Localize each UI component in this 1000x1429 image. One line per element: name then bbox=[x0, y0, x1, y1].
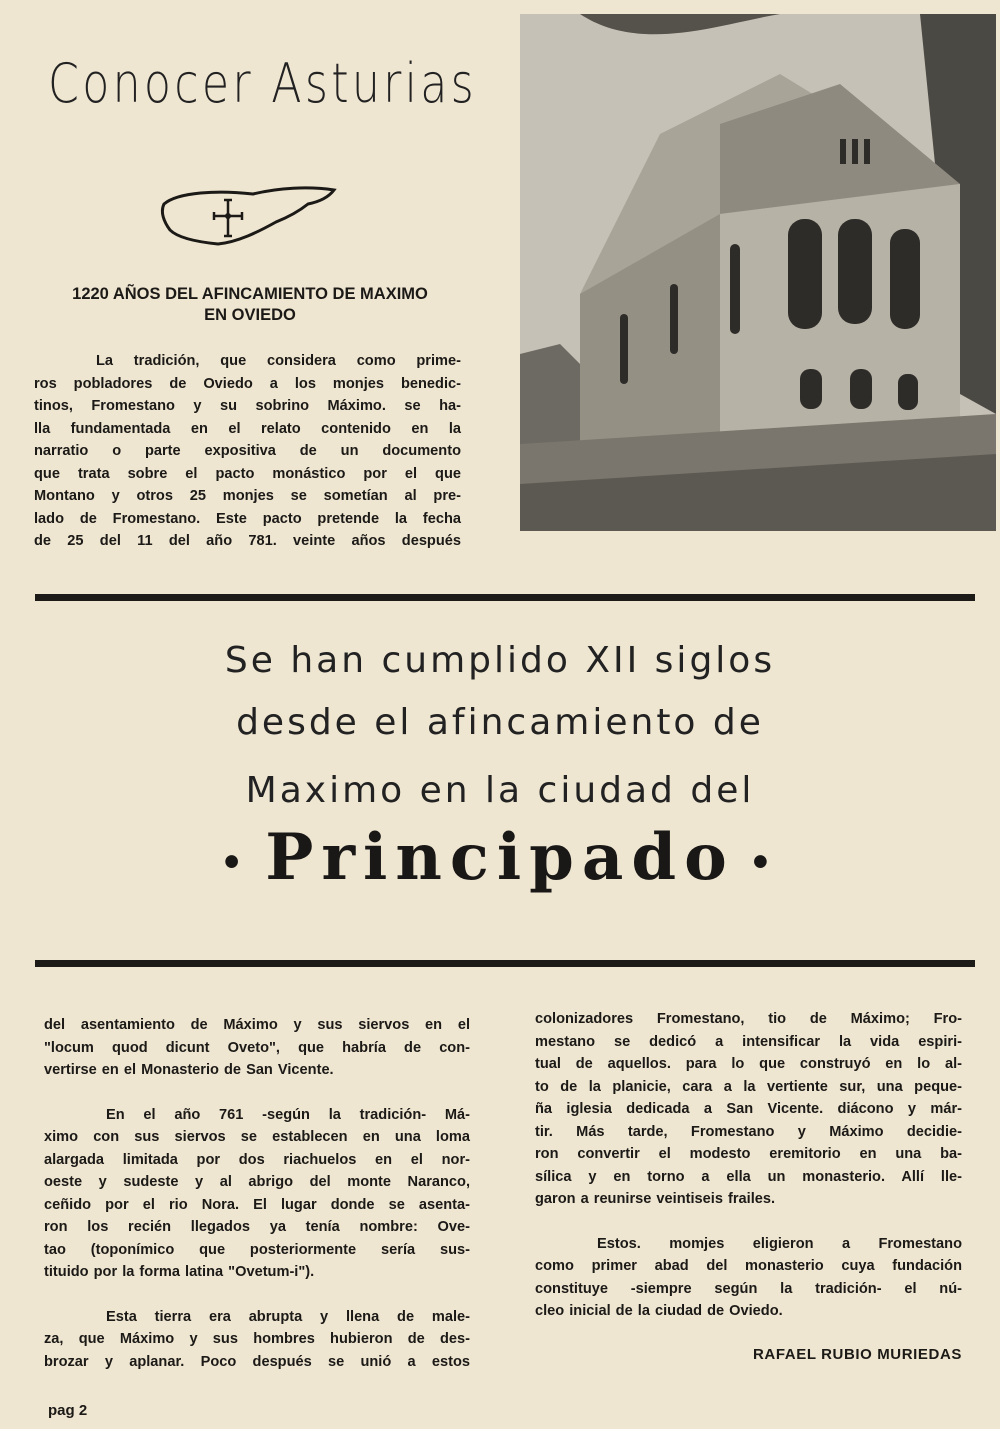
text-line: ximo con sus siervos se establecen en una loma bbox=[44, 1129, 470, 1145]
text-line: Esta tierra era abrupta y llena de male- bbox=[106, 1308, 470, 1325]
text-line: Estos. momjes eligieron a Fromestano bbox=[597, 1235, 962, 1252]
text-line: brozar y aplanar. Poco después se unió a estos bbox=[44, 1353, 470, 1370]
paragraph bbox=[535, 1233, 962, 1323]
text-line: ros pobladores de Oviedo a los monjes benedic- bbox=[34, 375, 461, 392]
text-line: colonizadores Fromestano, tio de Máximo; Fro- bbox=[535, 1011, 962, 1027]
right-column bbox=[535, 1008, 962, 1345]
author-signature: RAFAEL RUBIO MURIEDAS bbox=[753, 1346, 962, 1363]
text-line: narratio o parte expositiva de un documento bbox=[34, 443, 461, 459]
intro-paragraph bbox=[34, 350, 461, 553]
text-line: Montano y otros 25 monjes se sometían al pre- bbox=[34, 488, 461, 504]
bottom-divider-rule bbox=[35, 960, 975, 967]
text-line: tao (toponímico que posteriormente sería sus- bbox=[44, 1241, 470, 1258]
text-line: za, que Máximo y sus hombres hubieron de des- bbox=[44, 1331, 470, 1347]
text-line: tituido por la forma latina "Ovetum-i"). bbox=[44, 1264, 315, 1280]
paragraph bbox=[535, 1008, 962, 1211]
left-column bbox=[44, 1014, 470, 1395]
ornament-dot: • bbox=[748, 841, 780, 884]
series-title: Conocer Asturias bbox=[48, 52, 478, 115]
pull-quote-emphasis bbox=[0, 820, 1000, 895]
paragraph bbox=[44, 1104, 470, 1284]
text-line: En el año 761 -según la tradición- Má- bbox=[106, 1106, 470, 1123]
text-line: ron los recién llegados ya tenía nombre: Ove- bbox=[44, 1219, 470, 1235]
text-line: lado de Fromestano. Este pacto pretende la fecha bbox=[34, 510, 461, 527]
text-line: alargada limitada por dos riachuelos en el nor- bbox=[44, 1151, 470, 1168]
church-photo bbox=[520, 14, 996, 531]
asturias-map-cross-logo bbox=[158, 182, 338, 248]
headline-line: EN OVIEDO bbox=[204, 306, 296, 324]
text-line: cleo inicial de la ciudad de Oviedo. bbox=[535, 1303, 783, 1319]
text-line: tual de aquellos. para lo que construyó en lo al- bbox=[535, 1056, 962, 1072]
article-headline bbox=[30, 284, 470, 326]
text-line: ña iglesia dedicada a San Vicente. diácono y már- bbox=[535, 1101, 962, 1117]
pull-quote-line: Maximo en la ciudad del bbox=[245, 770, 755, 811]
text-line: constituye -siempre según la tradición- el nú- bbox=[535, 1280, 962, 1297]
text-line: ron convertir el modesto eremitorio en una ba- bbox=[535, 1146, 962, 1162]
pull-quote-line: Se han cumplido XII siglos bbox=[224, 640, 776, 681]
ornament-dot: • bbox=[220, 841, 252, 884]
text-line: de 25 del 11 del año 781. veinte años después bbox=[34, 533, 461, 549]
text-line: tinos, Fromestano y su sobrino Máximo. se ha- bbox=[34, 398, 461, 414]
principado-word: Principado bbox=[265, 820, 735, 895]
text-line: garon a reunirse veintiseis frailes. bbox=[535, 1191, 776, 1207]
text-line: tir. Más tarde, Fromestano y Máximo decidie- bbox=[535, 1123, 962, 1140]
text-line: del asentamiento de Máximo y sus siervos en el bbox=[44, 1017, 470, 1033]
text-line: "locum quod dicunt Oveto", que habría de con- bbox=[44, 1039, 470, 1056]
top-divider-rule bbox=[35, 594, 975, 601]
text-line: oeste y sudeste y al abrigo del monte Naranco, bbox=[44, 1174, 470, 1190]
page-number: pag 2 bbox=[48, 1402, 88, 1419]
pull-quote-line: desde el afincamiento de bbox=[236, 702, 764, 743]
paragraph bbox=[44, 1014, 470, 1082]
text-line: que trata sobre el pacto monástico por el que bbox=[34, 465, 461, 482]
text-line: ceñido por el rio Nora. El lugar donde se asenta- bbox=[44, 1196, 470, 1213]
text-line: vertirse en el Monasterio de San Vicente. bbox=[44, 1062, 334, 1078]
headline-line: 1220 AÑOS DEL AFINCAMIENTO DE MAXIMO bbox=[72, 285, 428, 303]
text-line: to de la planicie, cara a la vertiente sur, una peque- bbox=[535, 1078, 962, 1095]
text-line: lla fundamentada en el relato contenido en la bbox=[34, 420, 461, 437]
text-line: sílica y en torno a ella un monasterio. Allí lle- bbox=[535, 1168, 962, 1185]
text-line: La tradición, que considera como prime- bbox=[96, 353, 461, 369]
text-line: mestano se dedicó a intensificar la vida espiri- bbox=[535, 1033, 962, 1050]
text-line: como primer abad del monasterio cuya fundación bbox=[535, 1258, 962, 1274]
paragraph bbox=[44, 1306, 470, 1374]
